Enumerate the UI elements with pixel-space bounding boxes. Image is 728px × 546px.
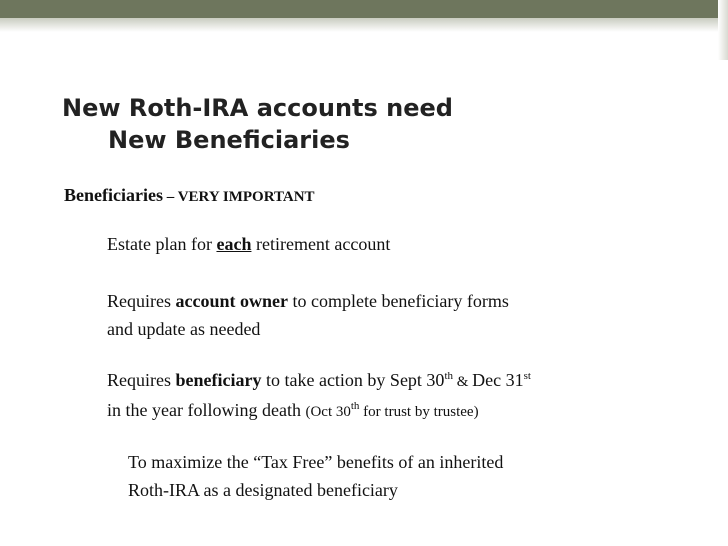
bullet-estate-plan xyxy=(107,230,390,258)
item2-emphasis: account owner xyxy=(175,291,288,311)
slide-title xyxy=(62,92,453,156)
bullet-beneficiary-action xyxy=(107,366,531,426)
item4-line1: To maximize the “Tax Free” benefits of an inherited xyxy=(128,452,504,472)
item4-line2: Roth-IRA as a designated beneficiary xyxy=(128,480,398,500)
slide-top-band-shadow xyxy=(0,18,728,32)
item3-after: to take action by Sept 30 xyxy=(261,370,445,390)
slide-top-band xyxy=(0,0,728,18)
heading-bold-text: Beneficiaries xyxy=(64,185,163,205)
bullet-account-owner xyxy=(107,287,509,343)
heading-rest-text: – VERY IMPORTANT xyxy=(162,189,315,205)
item3-emphasis: beneficiary xyxy=(175,370,262,390)
item3-date2: Dec 31 xyxy=(472,370,524,390)
item3-note-sup: th xyxy=(350,400,360,412)
item3-amp: & xyxy=(453,374,473,390)
item1-after: retirement account xyxy=(251,234,391,254)
item1-before: Estate plan for xyxy=(107,234,217,254)
item3-before: Requires xyxy=(107,370,176,390)
bullet-maximize-benefits xyxy=(128,448,503,504)
beneficiaries-heading xyxy=(64,183,315,209)
item2-after: to complete beneficiary forms xyxy=(287,291,509,311)
slide-title-line2: New Beneficiaries xyxy=(108,126,350,154)
item3-line2: in the year following death xyxy=(107,400,306,420)
item3-note xyxy=(305,400,479,420)
item3-sup1: th xyxy=(444,370,453,382)
slide-title-line1: New Roth-IRA accounts need xyxy=(62,94,453,122)
item3-note-after: for trust by trustee) xyxy=(359,404,479,420)
item2-before: Requires xyxy=(107,291,176,311)
slide-right-edge xyxy=(718,0,728,60)
item3-note-before: (Oct 30 xyxy=(305,404,351,420)
item3-sup2: st xyxy=(523,370,531,382)
item1-emphasis: each xyxy=(216,234,252,254)
item2-line2: and update as needed xyxy=(107,319,261,339)
